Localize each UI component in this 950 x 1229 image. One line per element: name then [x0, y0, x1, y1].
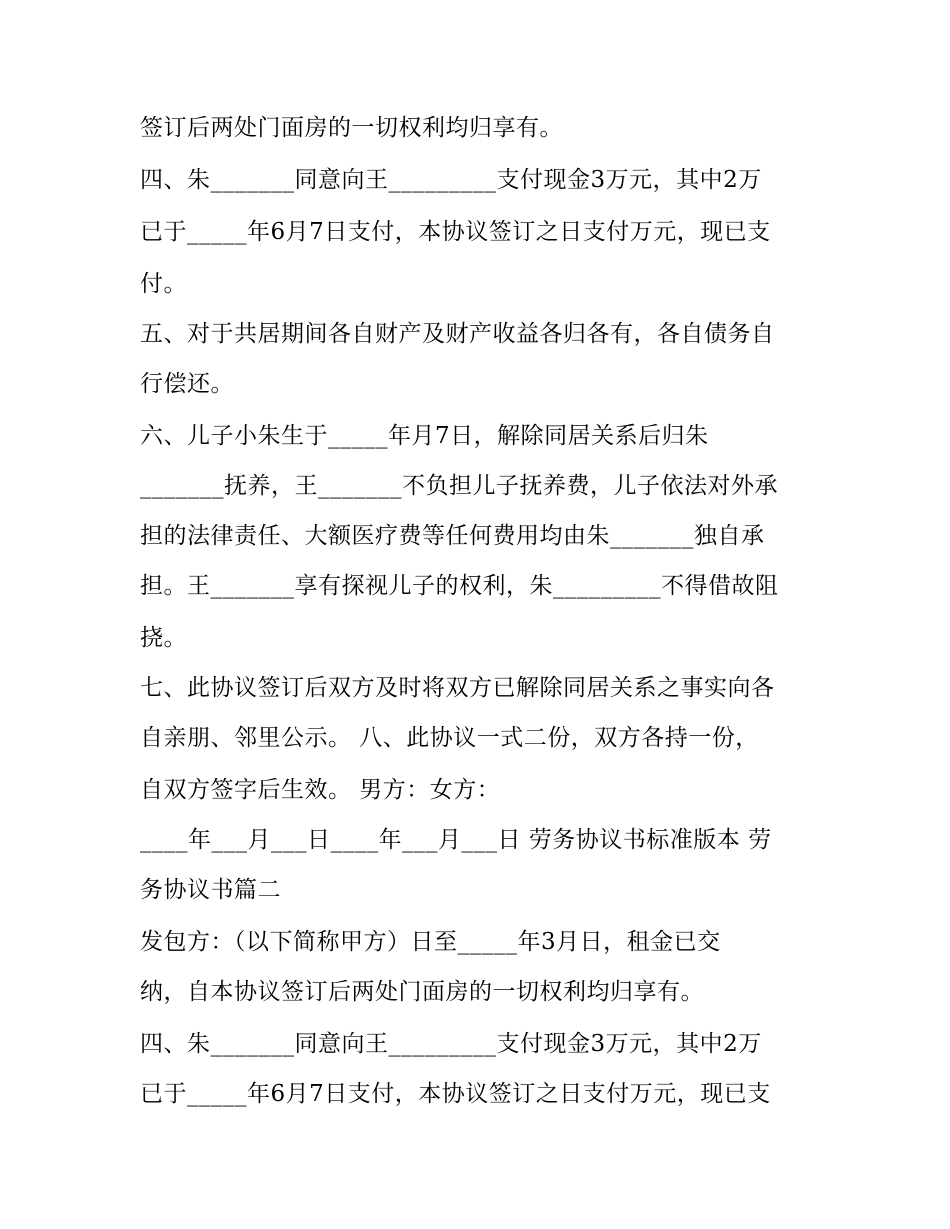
text-line: 自亲朋、邻里公示。 八、此协议一式二份，双方各持一份，: [140, 725, 759, 751]
text-line: 务协议书篇二: [140, 877, 281, 903]
text-line: 自双方签字后生效。 男方：女方：: [140, 777, 501, 803]
text-line: 已于_____年6月7日支付，本协议签订之日支付万元，现已支: [140, 219, 771, 245]
text-line: 挠。: [140, 625, 187, 651]
text-line: 发包方：（以下简称甲方）日至_____年3月日，租金已交: [140, 929, 721, 955]
text-line: 五、对于共居期间各自财产及财产收益各归各有，各自债务自: [140, 321, 775, 347]
text-line: 行偿还。: [140, 371, 234, 397]
text-line: 七、此协议签订后双方及时将双方已解除同居关系之事实向各: [140, 675, 775, 701]
text-line: 纳，自本协议签订后两处门面房的一切权利均归享有。: [140, 979, 704, 1005]
text-line: 付。: [140, 271, 187, 297]
text-line: 担。王_______享有探视儿子的权利，朱_________不得借故阻: [140, 573, 779, 599]
text-line: 六、儿子小朱生于_____年月7日，解除同居关系后归朱: [140, 423, 709, 449]
text-line: 已于_____年6月7日支付，本协议签订之日支付万元，现已支: [140, 1081, 771, 1107]
text-line: 四、朱_______同意向王_________支付现金3万元，其中2万: [140, 167, 762, 193]
text-line: _______抚养，王_______不负担儿子抚养费，儿子依法对外承: [140, 473, 778, 499]
text-line: 四、朱_______同意向王_________支付现金3万元，其中2万: [140, 1031, 762, 1057]
text-line: 担的法律责任、大额医疗费等任何费用均由朱_______独自承: [140, 523, 765, 549]
text-line: ____年___月___日____年___月___日 劳务协议书标准版本 劳: [140, 827, 772, 853]
text-line: 签订后两处门面房的一切权利均归享有。: [140, 115, 563, 141]
